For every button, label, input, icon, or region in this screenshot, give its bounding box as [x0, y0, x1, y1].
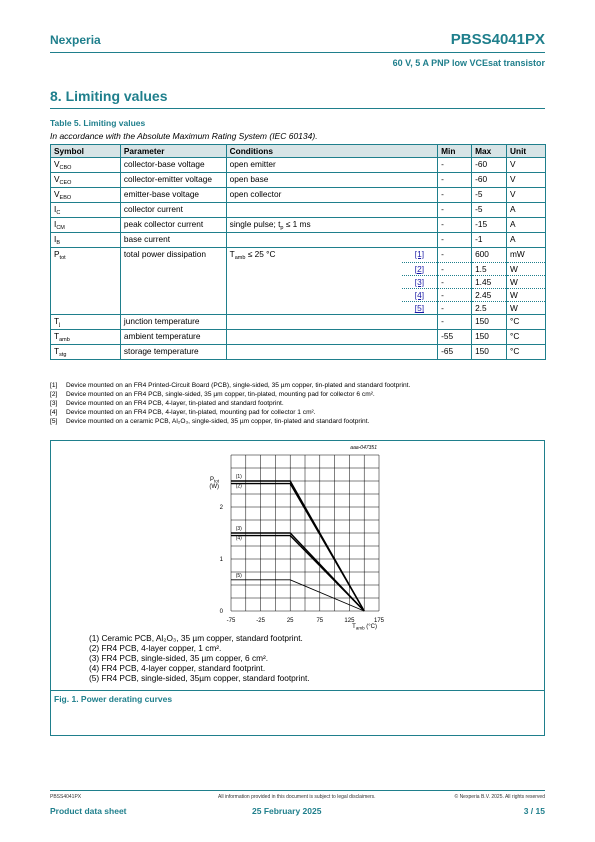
cell-parameter [120, 302, 226, 315]
series-label: (2) [235, 483, 242, 490]
condition-tail: ≤ 25 °C [245, 249, 276, 260]
cell-max: 150 [472, 315, 507, 330]
cell-min: - [438, 173, 472, 188]
footnote [50, 408, 410, 417]
figure-divider [51, 690, 544, 691]
cell-symbol [51, 345, 121, 360]
y-tick-label: 1 [219, 557, 223, 563]
cell-reference [402, 188, 438, 203]
cell-unit: W [507, 302, 546, 315]
cell-symbol [51, 158, 121, 173]
cell-min: - [438, 158, 472, 173]
cell-min: - [438, 275, 472, 288]
cell-min: - [438, 248, 472, 263]
symbol-subscript: CEO [59, 180, 72, 187]
x-tick-label: -25 [256, 618, 265, 624]
table-row [51, 302, 546, 315]
symbol-subscript: amb [59, 337, 70, 344]
cell-unit: A [507, 218, 546, 233]
cell-parameter [120, 289, 226, 302]
cell-parameter: peak collector current [120, 218, 226, 233]
cell-reference [402, 158, 438, 173]
x-tick-label: 75 [316, 618, 324, 624]
cell-min: - [438, 233, 472, 248]
header-min: Min [438, 145, 472, 158]
figure-box [50, 440, 545, 736]
table-row [51, 158, 546, 173]
cell-unit: °C [507, 315, 546, 330]
header-parameter: Parameter [120, 145, 226, 158]
cell-conditions [226, 158, 402, 173]
cell-min: - [438, 315, 472, 330]
cell-unit: °C [507, 345, 546, 360]
footer-disclaimer: All information provided in this document is subject to legal disclaimers. [218, 794, 376, 800]
cell-symbol [51, 302, 121, 315]
cell-conditions [226, 203, 402, 218]
footnote-number: [5] [50, 418, 58, 425]
symbol-text: I [54, 204, 57, 215]
cell-max: 1.5 [472, 262, 507, 275]
table-row [51, 275, 546, 288]
series-line [231, 580, 364, 611]
cell-parameter: collector-base voltage [120, 158, 226, 173]
header-unit: Unit [507, 145, 546, 158]
cell-parameter: emitter-base voltage [120, 188, 226, 203]
cell-unit: A [507, 203, 546, 218]
figure-caption: Fig. 1. Power derating curves [54, 694, 173, 704]
symbol-text: T [54, 346, 60, 357]
table-note: In accordance with the Absolute Maximum Rating System (IEC 60134). [50, 131, 318, 141]
footer-page-number: 3 / 15 [523, 806, 545, 816]
cell-unit: W [507, 275, 546, 288]
symbol-text: V [54, 174, 60, 185]
cell-min: - [438, 188, 472, 203]
cell-unit: V [507, 173, 546, 188]
cell-max: -60 [472, 158, 507, 173]
limiting-values-table [50, 144, 546, 360]
cell-min: -65 [438, 345, 472, 360]
symbol-text: T [54, 316, 60, 327]
series-label: (1) [235, 474, 242, 480]
section-title: 8. Limiting values [50, 88, 168, 104]
cell-parameter: collector-emitter voltage [120, 173, 226, 188]
cell-conditions [226, 233, 402, 248]
cell-symbol [51, 275, 121, 288]
footnote-text: Device mounted on an FR4 PCB, 4-layer, tin-plated, mounting pad for collector 1 cm². [66, 409, 316, 416]
cell-max: 2.45 [472, 289, 507, 302]
cell-parameter [120, 262, 226, 275]
symbol-subscript: C [56, 210, 61, 217]
legend-item: (5) FR4 PCB, single-sided, 35µm copper, standard footprint. [89, 673, 310, 683]
cell-max: -60 [472, 173, 507, 188]
cell-unit: V [507, 188, 546, 203]
footnote [50, 399, 410, 408]
cell-unit: mW [507, 248, 546, 263]
footer-divider [50, 790, 545, 791]
x-tick-label: 175 [373, 618, 385, 624]
table-row [51, 203, 546, 218]
symbol-subscript: B [56, 240, 60, 247]
cell-reference [402, 218, 438, 233]
cell-symbol [51, 203, 121, 218]
table-notes [50, 381, 410, 426]
y-tick-label: 0 [219, 609, 223, 615]
power-derating-chart [51, 441, 546, 737]
cell-conditions [226, 302, 402, 315]
legend-item: (3) FR4 PCB, single-sided, 35 µm copper, 6 cm². [89, 653, 269, 663]
footnote-text: Device mounted on an FR4 Printed-Circuit Board (PCB), single-sided, 35 µm copper, tin-plated and standard footprint. [66, 382, 411, 389]
cell-conditions [226, 289, 402, 302]
cell-max: -15 [472, 218, 507, 233]
footnote [50, 390, 410, 399]
x-tick-label: 125 [344, 618, 355, 624]
cell-symbol [51, 315, 121, 330]
y-axis-unit: (W) [209, 484, 219, 490]
cell-reference [402, 233, 438, 248]
cell-symbol [51, 248, 121, 263]
condition-text: open emitter [229, 159, 276, 170]
series-label: (5) [235, 572, 242, 579]
footer-date: 25 February 2025 [252, 806, 322, 816]
condition-subscript: p [280, 225, 284, 232]
footnote [50, 381, 410, 390]
footnote-number: [1] [50, 382, 58, 389]
cell-max: 2.5 [472, 302, 507, 315]
figure-code: aaa-047351 [350, 445, 377, 451]
cell-symbol [51, 330, 121, 345]
table-body [51, 158, 546, 360]
section-divider [50, 108, 545, 109]
cell-max: 1.45 [472, 275, 507, 288]
condition-subscript: amb [234, 255, 246, 262]
symbol-text: P [54, 249, 60, 260]
cell-parameter: collector current [120, 203, 226, 218]
footnote-number: [2] [50, 391, 58, 398]
cell-parameter: storage temperature [120, 345, 226, 360]
cell-conditions [226, 248, 402, 263]
cell-symbol [51, 233, 121, 248]
symbol-subscript: j [59, 322, 61, 329]
legend-item: (4) FR4 PCB, 4-layer copper, standard footprint. [89, 663, 266, 673]
header-symbol: Symbol [51, 145, 121, 158]
condition-tail: ≤ 1 ms [283, 219, 311, 230]
symbol-text: I [54, 234, 57, 245]
table-caption: Table 5. Limiting values [50, 118, 146, 128]
cell-reference: [3] [402, 275, 438, 288]
symbol-text: I [54, 219, 57, 230]
cell-min: - [438, 262, 472, 275]
cell-conditions [226, 218, 402, 233]
footnote-number: [3] [50, 400, 58, 407]
cell-reference [402, 173, 438, 188]
cell-conditions [226, 345, 402, 360]
cell-symbol [51, 173, 121, 188]
table-row [51, 330, 546, 345]
cell-parameter: base current [120, 233, 226, 248]
symbol-subscript: CBO [59, 165, 72, 172]
condition-text: open base [229, 174, 269, 185]
cell-reference: [2] [402, 262, 438, 275]
cell-min: - [438, 302, 472, 315]
cell-reference: [4] [402, 289, 438, 302]
footnote-number: [4] [50, 409, 58, 416]
series-line [231, 484, 364, 611]
legend-item: (2) FR4 PCB, 4-layer copper, 1 cm². [89, 643, 222, 653]
symbol-subscript: CM [56, 225, 65, 232]
x-tick-label: 25 [286, 618, 294, 624]
table-header-row [51, 145, 546, 158]
cell-unit: A [507, 233, 546, 248]
cell-reference [402, 330, 438, 345]
header-conditions: Conditions [226, 145, 437, 158]
footer-copyright: © Nexperia B.V. 2025. All rights reserved [454, 794, 545, 800]
x-axis-label: $T_{amb}$ (°C) [352, 624, 377, 631]
cell-max: 600 [472, 248, 507, 263]
cell-min: - [438, 218, 472, 233]
cell-conditions [226, 173, 402, 188]
cell-conditions [226, 330, 402, 345]
cell-conditions [226, 188, 402, 203]
table-row [51, 173, 546, 188]
cell-conditions [226, 262, 402, 275]
cell-parameter: total power dissipation [120, 248, 226, 263]
condition-text: open collector [229, 189, 282, 200]
table-row [51, 345, 546, 360]
condition-text: single pulse; t [229, 219, 281, 230]
symbol-subscript: EBO [59, 195, 72, 202]
cell-max: -5 [472, 203, 507, 218]
table-row [51, 262, 546, 275]
cell-unit: V [507, 158, 546, 173]
cell-unit: W [507, 262, 546, 275]
cell-min: - [438, 203, 472, 218]
legend-item: (1) Ceramic PCB, Al₂O₃, 35 µm copper, standard footprint. [89, 633, 303, 643]
symbol-text: V [54, 189, 60, 200]
cell-reference: [1] [402, 248, 438, 263]
table-row [51, 188, 546, 203]
cell-symbol [51, 262, 121, 275]
symbol-text: T [54, 331, 60, 342]
table-row [51, 233, 546, 248]
cell-reference [402, 345, 438, 360]
y-tick-label: 2 [219, 505, 223, 511]
cell-parameter: junction temperature [120, 315, 226, 330]
header-divider [50, 52, 545, 53]
cell-reference: [5] [402, 302, 438, 315]
footer-doc-id: PBSS4041PX [50, 794, 82, 800]
series-label: (3) [235, 526, 242, 532]
table-row [51, 315, 546, 330]
condition-text: T [229, 249, 235, 260]
cell-symbol [51, 188, 121, 203]
cell-unit: °C [507, 330, 546, 345]
x-tick-label: -75 [226, 618, 236, 624]
table-row [51, 248, 546, 263]
chart-legend [89, 633, 310, 683]
symbol-text: V [54, 159, 60, 170]
cell-symbol [51, 289, 121, 302]
document-id: PBSS4041PX [450, 31, 545, 48]
cell-reference [402, 315, 438, 330]
cell-symbol [51, 218, 121, 233]
cell-parameter: ambient temperature [120, 330, 226, 345]
cell-conditions [226, 275, 402, 288]
cell-min: - [438, 289, 472, 302]
cell-min: -55 [438, 330, 472, 345]
cell-conditions [226, 315, 402, 330]
cell-unit: W [507, 289, 546, 302]
header-max: Max [472, 145, 507, 158]
cell-max: -1 [472, 233, 507, 248]
cell-max: -5 [472, 188, 507, 203]
footnote-text: Device mounted on a ceramic PCB, Al₂O₃, single-sided, 35 µm copper, tin-plated and standard footprint. [66, 418, 370, 425]
footnote [50, 417, 410, 426]
brand-name: Nexperia [50, 33, 101, 47]
document-subtitle: 60 V, 5 A PNP low VCEsat transistor [392, 58, 545, 68]
symbol-subscript: tot [59, 255, 66, 262]
footnote-text: Device mounted on an FR4 PCB, 4-layer, tin-plated and standard footprint. [66, 400, 284, 407]
footer-doc-type: Product data sheet [50, 806, 127, 816]
y-axis-label: $P_{tot}$ [209, 477, 219, 484]
cell-max: 150 [472, 330, 507, 345]
table-row [51, 218, 546, 233]
symbol-subscript: stg [59, 352, 67, 359]
table-row [51, 289, 546, 302]
cell-parameter [120, 275, 226, 288]
footnote-text: Device mounted on an FR4 PCB, single-sided, 35 µm copper, tin-plated, mounting pad for collector 6 cm². [66, 391, 375, 398]
cell-max: 150 [472, 345, 507, 360]
series-line [231, 536, 364, 611]
series-label: (4) [235, 535, 242, 542]
cell-reference [402, 203, 438, 218]
